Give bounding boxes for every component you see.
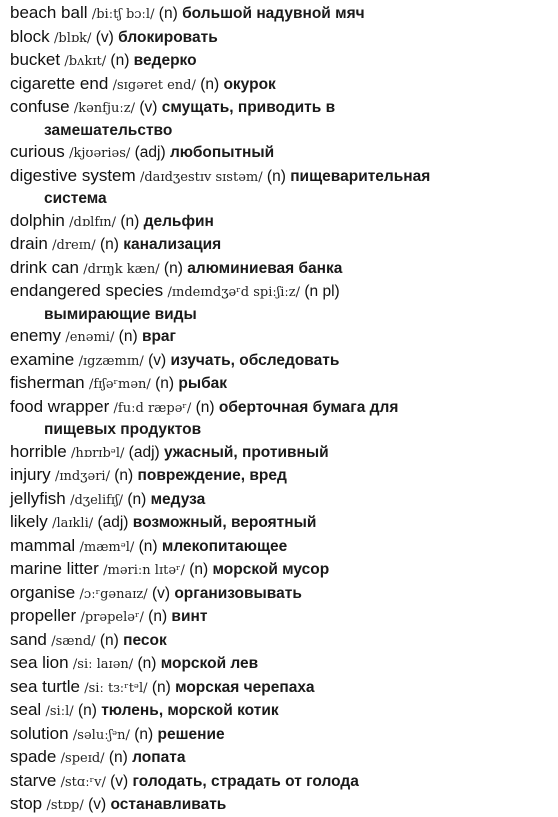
entry-translation: повреждение, вред xyxy=(137,467,287,484)
entry-word: drink can xyxy=(10,257,79,277)
entry-translation-continued: вымирающие виды xyxy=(44,305,197,323)
entry-part-of-speech: (n) xyxy=(110,52,130,69)
glossary-entry xyxy=(10,2,558,26)
entry-word: cigarette end xyxy=(10,73,109,93)
entry-translation: лопата xyxy=(132,749,186,766)
entry-translation: большой надувной мяч xyxy=(182,5,365,22)
glossary-entry xyxy=(10,141,558,165)
glossary-entry xyxy=(10,699,558,723)
entry-transcription: /kjʊəriəs/ xyxy=(69,146,131,161)
entry-translation: пищеварительная xyxy=(290,167,431,185)
glossary-entry xyxy=(10,441,558,465)
entry-word: propeller xyxy=(10,606,77,625)
entry-part-of-speech: (n) xyxy=(148,608,168,625)
entry-transcription: /mæmᵊl/ xyxy=(79,539,135,555)
entry-translation: изучать, обследовать xyxy=(170,351,340,369)
entry-transcription: /fuːd ræpəʳ/ xyxy=(113,400,192,416)
entry-part-of-speech: (v) xyxy=(110,772,129,790)
entry-word: injury xyxy=(10,465,51,484)
entry-part-of-speech: (n) xyxy=(151,678,171,696)
entry-translation: организовывать xyxy=(174,584,302,602)
entry-translation: тюлень, морской котик xyxy=(101,702,279,719)
entry-translation: ужасный, противный xyxy=(164,443,329,461)
entry-part-of-speech: (n) xyxy=(108,749,128,766)
entry-word: organise xyxy=(10,582,76,602)
entry-word: fisherman xyxy=(10,373,85,392)
glossary-entry xyxy=(10,26,558,50)
entry-part-of-speech: (adj) xyxy=(97,514,129,531)
entry-transcription: /ɪgzæmɪn/ xyxy=(78,353,144,369)
entry-transcription: /sænd/ xyxy=(51,633,96,649)
entry-word: jellyfish xyxy=(10,488,66,508)
entry-part-of-speech: (n pl) xyxy=(304,283,340,300)
entry-translation: решение xyxy=(157,725,225,743)
entry-translation: рыбак xyxy=(178,375,228,392)
entry-part-of-speech: (v) xyxy=(148,351,167,369)
glossary-entry xyxy=(10,723,558,747)
entry-transcription: /drɪŋk kæn/ xyxy=(83,261,160,277)
entry-transcription: /stɑːʳv/ xyxy=(60,774,106,790)
entry-transcription: /daɪdʒestɪv sɪstəm/ xyxy=(139,169,263,185)
entry-transcription: /siːl/ xyxy=(45,704,74,719)
entry-part-of-speech: (n) xyxy=(189,561,209,578)
glossary-entry xyxy=(10,605,558,629)
glossary-entry xyxy=(10,210,558,234)
entry-word: solution xyxy=(10,723,69,743)
glossary-entry xyxy=(10,372,558,396)
entry-part-of-speech: (n) xyxy=(99,236,119,253)
entry-translation: останавливать xyxy=(110,796,227,813)
entry-transcription: /dʒelifɪʃ/ xyxy=(70,492,123,508)
entry-part-of-speech: (n) xyxy=(120,212,140,230)
entry-translation: винт xyxy=(171,608,208,625)
entry-word: curious xyxy=(10,142,65,161)
entry-transcription: /məriːn lɪtəʳ/ xyxy=(103,563,185,578)
entry-translation: канализация xyxy=(123,236,222,253)
entry-part-of-speech: (n) xyxy=(114,467,134,484)
entry-translation: морской мусор xyxy=(212,561,330,578)
entry-part-of-speech: (n) xyxy=(138,537,158,555)
entry-transcription: /sɪgəret end/ xyxy=(112,77,196,93)
entry-translation: песок xyxy=(123,631,167,649)
entry-translation: окурок xyxy=(223,75,276,93)
glossary-entry xyxy=(10,349,558,373)
entry-transcription: /stɒp/ xyxy=(46,798,84,813)
entry-word: sea turtle xyxy=(10,676,80,696)
entry-part-of-speech: (n) xyxy=(195,398,215,416)
entry-part-of-speech: (v) xyxy=(95,28,114,46)
entry-translation: морской лев xyxy=(160,655,259,672)
entry-transcription: /kənfjuːz/ xyxy=(73,101,136,116)
entry-part-of-speech: (n) xyxy=(99,631,119,649)
entry-transcription: /siː laɪən/ xyxy=(72,657,134,672)
entry-transcription: /speɪd/ xyxy=(60,751,105,766)
entry-word: enemy xyxy=(10,326,62,345)
entry-word: horrible xyxy=(10,441,67,461)
entry-translation-continued: система xyxy=(44,190,107,207)
glossary-entry xyxy=(10,770,558,794)
entry-transcription: /ɪndʒəri/ xyxy=(54,469,110,484)
entry-transcription: /fɪʃəʳmən/ xyxy=(88,377,151,392)
entry-word: likely xyxy=(10,512,48,531)
entry-word: dolphin xyxy=(10,210,65,230)
entry-translation: ведерко xyxy=(133,52,197,69)
entry-word: digestive system xyxy=(10,165,136,185)
entry-transcription: /blɒk/ xyxy=(54,30,92,46)
glossary-entry xyxy=(10,793,558,817)
entry-transcription: /prəpeləʳ/ xyxy=(80,610,144,625)
entry-part-of-speech: (n) xyxy=(200,75,220,93)
entry-transcription: /biːtʃ bɔːl/ xyxy=(91,7,155,22)
entry-word: beach ball xyxy=(10,3,88,22)
entry-word: drain xyxy=(10,234,48,253)
entry-transcription: /enəmi/ xyxy=(65,330,115,345)
entry-translation: алюминиевая банка xyxy=(187,259,343,277)
entry-word: examine xyxy=(10,349,75,369)
glossary-entry xyxy=(10,257,558,281)
entry-part-of-speech: (n) xyxy=(158,5,178,22)
entry-transcription: /laɪkli/ xyxy=(52,516,94,531)
entry-part-of-speech: (n) xyxy=(163,259,183,277)
entry-word: bucket xyxy=(10,50,61,69)
entry-word: stop xyxy=(10,794,43,813)
glossary-entry xyxy=(10,464,558,488)
glossary-entry xyxy=(10,535,558,559)
entry-transcription: /dreɪn/ xyxy=(52,238,96,253)
entry-translation: морская черепаха xyxy=(175,678,315,696)
entry-word: spade xyxy=(10,747,57,766)
entry-translation: смущать, приводить в xyxy=(161,99,336,116)
entry-word: block xyxy=(10,26,50,46)
entry-transcription: /bʌkɪt/ xyxy=(64,54,107,69)
entry-word: mammal xyxy=(10,535,76,555)
glossary-entry xyxy=(10,511,558,535)
entry-part-of-speech: (v) xyxy=(88,796,107,813)
entry-part-of-speech: (n) xyxy=(77,702,97,719)
glossary-entry xyxy=(10,746,558,770)
glossary-entry xyxy=(10,396,558,420)
entry-translation-continued: пищевых продуктов xyxy=(44,421,202,438)
glossary-entry xyxy=(10,488,558,512)
entry-word: seal xyxy=(10,700,42,719)
entry-translation: млекопитающее xyxy=(161,537,288,555)
glossary-entry xyxy=(10,558,558,582)
entry-part-of-speech: (adj) xyxy=(128,443,160,461)
entry-part-of-speech: (n) xyxy=(155,375,175,392)
glossary-entry xyxy=(10,582,558,606)
entry-transcription: /ɔːʳgənaɪz/ xyxy=(79,586,148,602)
glossary-entry xyxy=(10,280,558,304)
entry-part-of-speech: (v) xyxy=(151,584,171,602)
entry-transcription: /səluːʃᵊn/ xyxy=(72,727,130,743)
entry-part-of-speech: (n) xyxy=(266,167,286,185)
entry-translation: враг xyxy=(141,328,177,345)
entry-word: starve xyxy=(10,770,57,790)
entry-word: food wrapper xyxy=(10,396,110,416)
glossary-entry xyxy=(10,652,558,676)
entry-word: marine litter xyxy=(10,559,99,578)
glossary-entry xyxy=(10,676,558,700)
glossary-entry xyxy=(10,96,558,120)
entry-translation: возможный, вероятный xyxy=(132,514,317,531)
glossary-entry xyxy=(10,165,558,189)
entry-transcription: /dɒlfɪn/ xyxy=(69,214,117,230)
entry-translation: голодать, страдать от голода xyxy=(132,772,359,790)
entry-translation: оберточная бумага для xyxy=(218,398,399,416)
entry-part-of-speech: (n) xyxy=(118,328,138,345)
glossary-entry xyxy=(10,49,558,73)
glossary-entry xyxy=(10,629,558,653)
entry-translation: дельфин xyxy=(143,212,214,230)
entry-translation: медуза xyxy=(150,490,206,508)
entry-translation: любопытный xyxy=(169,144,275,161)
entry-word: sea lion xyxy=(10,653,69,672)
glossary-entry xyxy=(10,325,558,349)
entry-part-of-speech: (n) xyxy=(134,725,154,743)
entry-translation: блокировать xyxy=(118,28,218,46)
glossary-entry xyxy=(10,233,558,257)
entry-part-of-speech: (v) xyxy=(139,99,158,116)
entry-word: confuse xyxy=(10,97,70,116)
entry-part-of-speech: (adj) xyxy=(134,144,166,161)
entry-transcription: /hɒrɪbᵊl/ xyxy=(71,445,125,461)
glossary-entry xyxy=(10,73,558,97)
entry-transcription: /siː tɜːʳtᵊl/ xyxy=(84,680,148,696)
entry-part-of-speech: (n) xyxy=(127,490,147,508)
entry-translation-continued: замешательство xyxy=(44,121,173,139)
entry-word: sand xyxy=(10,629,47,649)
entry-word: endangered species xyxy=(10,281,164,300)
entry-part-of-speech: (n) xyxy=(137,655,157,672)
entry-transcription: /ɪndeɪndʒəʳd spiːʃiːz/ xyxy=(167,285,301,300)
